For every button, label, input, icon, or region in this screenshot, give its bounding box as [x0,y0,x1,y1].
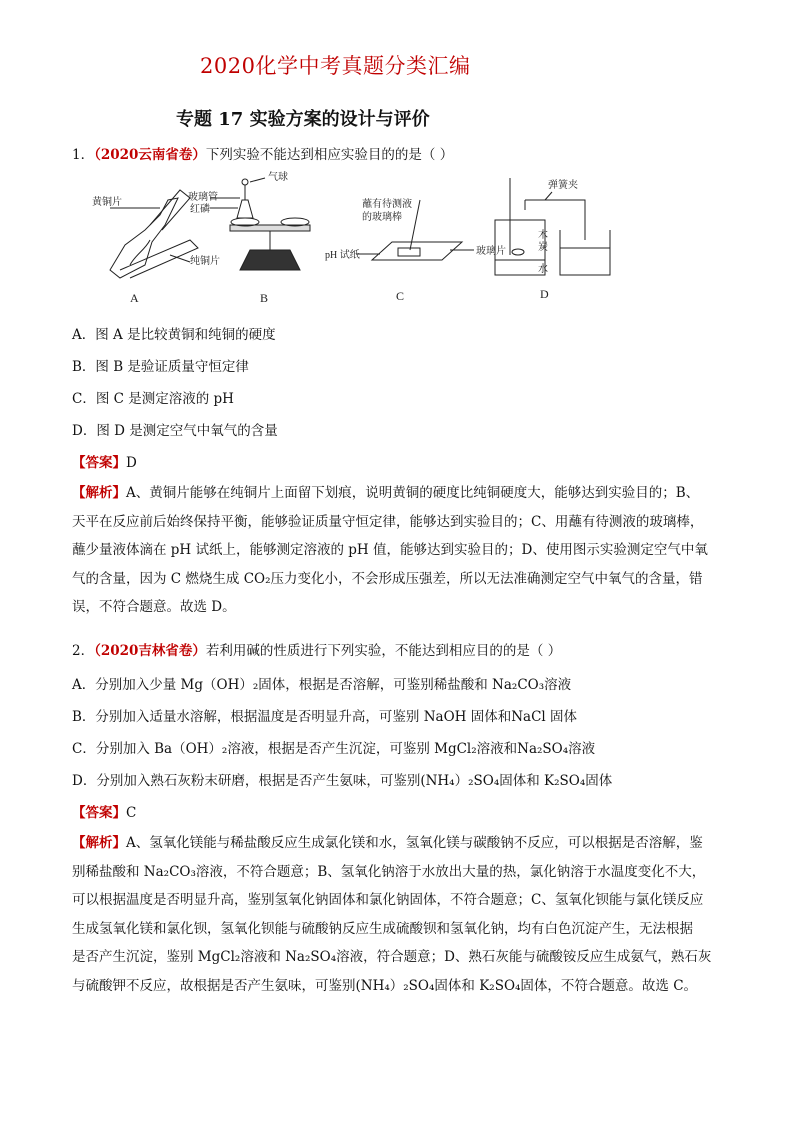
answer-row [72,804,136,822]
analysis-line: 气的含量，因为 C 燃烧生成 CO₂压力变化小，不会形成压强差，所以无法准确测定空气中氧气的含量，错 [72,570,703,587]
analysis-line: 是否产生沉淀，鉴别 MgCl₂溶液和 Na₂SO₄溶液，符合题意；D、熟石灰能与硫酸铵反应生成氨气，熟石灰 [72,949,712,966]
figure-c-label-3: pH 试纸 [325,250,360,261]
answer-value: C [126,805,137,821]
option-c: C．图 C 是测定溶液的 pH [72,391,234,407]
figure-c [325,197,506,303]
question-number: 2． [72,643,95,659]
option-b: B．分别加入适量水溶解，根据温度是否明显升高，可鉴别 NaOH 固体和NaCl 固体 [72,709,578,725]
figure-b-label-2: 红磷 [190,204,210,215]
answer-row [72,454,137,472]
answer-label: 【答案】 [72,455,126,471]
topic-title: 专题 17 实验方案的设计与评价 [176,109,430,130]
answer-value: D [126,455,137,471]
question-2-stem [72,642,561,660]
figure-c-label-2: 的玻璃棒 [362,212,402,223]
figure-b-label-3: 气球 [268,172,288,183]
figure-a-label-2: 纯铜片 [190,256,220,267]
figure-b-label-1: 玻璃管 [188,192,218,203]
analysis-line: 误，不符合题意。故选 D。 [72,599,236,616]
figure-c-label-1: 蘸有待测液 [362,199,412,210]
question-source: （2020云南省卷） [94,147,206,163]
figure-c-label-4: 玻璃片 [476,246,506,257]
figure-d-label-1: 弹簧夹 [548,180,578,191]
option-d: D．分别加入熟石灰粉末研磨，根据是否产生氨味，可鉴别(NH₄）₂SO₄固体和 K₂SO₄固体 [72,773,613,789]
figure-b-caption: B [260,291,269,305]
analysis-block [72,479,728,622]
option-c: C．分别加入 Ba（OH）₂溶液，根据是否产生沉淀，可鉴别 MgCl₂溶液和Na₂SO₄溶液 [72,741,596,757]
analysis-block [72,829,728,1001]
option-d: D．图 D 是测定空气中氧气的含量 [72,423,278,439]
question-text: 若利用碱的性质进行下列实验，不能达到相应目的的是（ ） [205,643,562,659]
question-1-stem [72,146,453,164]
experiment-figures [90,170,690,310]
question-source: （2020吉林省卷） [94,643,206,659]
analysis-label: 【解析】 [72,835,126,851]
analysis-line: 生成氢氧化镁和氯化钡，氢氧化钡能与硫酸钠反应生成硫酸钡和氢氧化钠，均有白色沉淀产生，无法根据 [72,920,693,937]
option-a: A．图 A 是比较黄铜和纯铜的硬度 [72,327,276,343]
option-a: A．分别加入少量 Mg（OH）₂固体，根据是否溶解，可鉴别稀盐酸和 Na₂CO₃溶液 [72,677,572,693]
figure-a-label-1: 黄铜片 [92,197,122,208]
option-b: B．图 B 是验证质量守恒定律 [72,359,249,375]
figure-d-label-2: 木 [538,230,548,241]
figure-c-caption: C [396,289,405,303]
analysis-line: 天平在反应前后始终保持平衡，能够验证质量守恒定律，能够达到实验目的；C、用蘸有待测液的玻璃棒， [72,513,704,530]
analysis-line: 与硫酸钾不反应，故根据是否产生氨味，可鉴别(NH₄）₂SO₄固体和 K₂SO₄固体，不符合题意。故选 C。 [72,977,698,994]
answer-label: 【答案】 [72,805,126,821]
question-number: 1． [72,147,95,163]
analysis-label: 【解析】 [72,485,126,501]
figure-d-caption: D [540,287,549,301]
analysis-line: 【解析】A、氢氧化镁能与稀盐酸反应生成氯化镁和水，氢氧化镁与碳酸钠不反应，可以根据是否溶解，鉴 [72,835,703,851]
analysis-line: 别稀盐酸和 Na₂CO₃溶液，不符合题意；B、氢氧化钠溶于水放出大量的热，氯化钠溶于水温度变化不大， [72,863,706,880]
figure-a-caption: A [130,291,139,305]
analysis-line: 【解析】A、黄铜片能够在纯铜片上面留下划痕，说明黄铜的硬度比纯铜硬度大，能够达到实验目的；B、 [72,485,700,501]
analysis-line: 可以根据温度是否明显升高，鉴别氢氧化钠固体和氯化钠固体，不符合题意；C、氢氧化钡能与氯化镁反应 [72,892,704,909]
figure-d [495,178,610,301]
figure-d-label-4: 水 [538,264,548,275]
document-title: 2020化学中考真题分类汇编 [200,54,471,78]
question-text: 下列实验不能达到相应实验目的的是（ ） [205,147,454,163]
figure-d-label-3: 炭 [538,242,548,253]
figure-b [188,170,310,305]
analysis-line: 蘸少量液体滴在 pH 试纸上，能够测定溶液的 pH 值，能够达到实验目的；D、使用图示实验测定空气中氧 [72,542,708,559]
